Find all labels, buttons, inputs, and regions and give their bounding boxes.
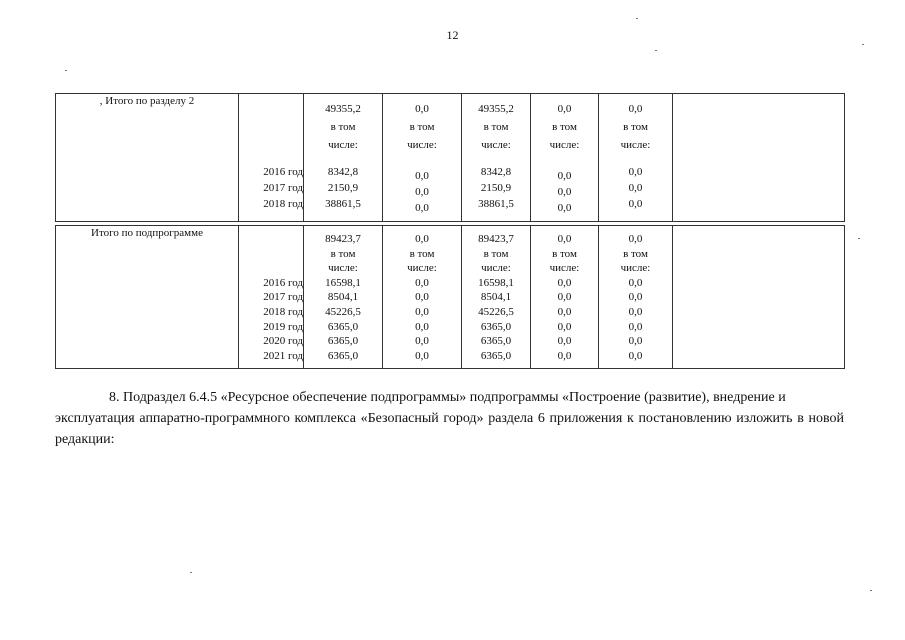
year-value: 0,0 — [557, 276, 572, 289]
value-cell — [531, 94, 599, 222]
total-value: 0,0 — [557, 233, 572, 245]
total-value: 0,0 — [415, 103, 429, 115]
value-header — [531, 100, 598, 164]
value-cell — [304, 94, 383, 222]
year-label: 2020 год — [263, 335, 303, 348]
year-value: 0,0 — [628, 335, 643, 348]
year-value: 6365,0 — [480, 320, 512, 333]
total-value: 0,0 — [415, 233, 429, 245]
intro-text: числе: — [549, 139, 580, 151]
value-cell — [599, 226, 673, 369]
year-value: 0,0 — [628, 305, 643, 318]
section-label: Итого по подпрограмме — [91, 227, 203, 239]
value-cell — [304, 226, 383, 369]
value-cell — [599, 94, 673, 222]
year-label: 2019 год — [263, 320, 303, 333]
value-header — [462, 232, 530, 276]
year-value: 0,0 — [415, 170, 429, 182]
year-value: 6365,0 — [480, 349, 512, 362]
intro-text: числе: — [407, 139, 437, 151]
year-value: 38861,5 — [478, 198, 514, 210]
intro-text: в том — [409, 247, 435, 260]
year-value: 8504,1 — [327, 291, 359, 304]
year-label: 2017 год — [263, 291, 303, 304]
value-cell — [531, 226, 599, 369]
intro-text: в том — [409, 121, 435, 133]
year-value: 0,0 — [415, 202, 429, 214]
year-value: 8342,8 — [480, 166, 512, 178]
year-value: 0,0 — [628, 182, 643, 194]
value-header — [462, 100, 530, 164]
scan-speck — [636, 18, 638, 19]
years-cell — [239, 226, 304, 369]
year-value: 2150,9 — [327, 182, 359, 194]
section-label-cell — [56, 226, 239, 369]
value-header — [304, 232, 382, 276]
scan-speck — [862, 44, 864, 45]
year-value: 0,0 — [415, 305, 429, 318]
value-header — [383, 232, 461, 276]
year-value: 0,0 — [415, 186, 429, 198]
years-spacer — [239, 226, 303, 276]
years-cell — [239, 94, 304, 222]
year-value: 6365,0 — [327, 335, 359, 348]
year-value: 0,0 — [557, 349, 572, 362]
scan-speck — [65, 70, 67, 71]
year-value: 0,0 — [557, 335, 572, 348]
empty-cell — [673, 94, 845, 222]
intro-text: числе: — [620, 262, 651, 275]
intro-text: в том — [623, 121, 648, 133]
intro-text: числе: — [481, 262, 511, 275]
value-cell — [383, 226, 462, 369]
intro-text: в том — [552, 121, 577, 133]
year-value: 45226,5 — [325, 305, 361, 318]
year-value: 8504,1 — [480, 291, 512, 304]
year-value: 0,0 — [557, 291, 572, 304]
value-header — [599, 232, 672, 276]
label-mark: , — [99, 95, 103, 107]
years-spacer — [239, 94, 303, 164]
year-value: 16598,1 — [478, 276, 514, 289]
paragraph-line-1: 8. Подраздел 6.4.5 «Ресурсное обеспечение подпрограммы» подпрограммы «Построение (развитие), внедрение и — [109, 390, 786, 405]
year-value: 0,0 — [415, 276, 429, 289]
year-label: 2018 год — [263, 198, 303, 210]
total-value: 89423,7 — [478, 233, 514, 245]
year-value: 0,0 — [628, 349, 643, 362]
year-value: 0,0 — [557, 305, 572, 318]
section-row — [56, 226, 845, 369]
total-value: 49355,2 — [325, 103, 361, 115]
intro-text: числе: — [549, 262, 580, 275]
total-value: 89423,7 — [325, 233, 361, 245]
value-cell — [462, 94, 531, 222]
page-number: 12 — [446, 28, 459, 42]
empty-cell — [673, 226, 845, 369]
year-value: 0,0 — [557, 202, 572, 214]
year-label: 2017 год — [263, 182, 303, 194]
intro-text: числе: — [328, 139, 358, 151]
year-value: 6365,0 — [327, 349, 359, 362]
year-value: 0,0 — [557, 186, 572, 198]
section-label: Итого по разделу 2 — [105, 95, 195, 107]
resource-table — [55, 93, 845, 369]
intro-text: в том — [330, 247, 356, 260]
year-value: 0,0 — [628, 198, 643, 210]
value-cell — [383, 94, 462, 222]
year-value: 0,0 — [628, 320, 643, 333]
year-value: 8342,8 — [327, 166, 359, 178]
intro-text: в том — [483, 247, 509, 260]
year-value: 6365,0 — [480, 335, 512, 348]
year-value: 45226,5 — [478, 305, 514, 318]
total-value: 49355,2 — [478, 103, 514, 115]
value-header — [304, 100, 382, 164]
year-value: 0,0 — [557, 170, 572, 182]
value-header — [531, 232, 598, 276]
year-value: 0,0 — [628, 166, 643, 178]
intro-text: числе: — [407, 262, 437, 275]
intro-text: в том — [483, 121, 509, 133]
year-value: 16598,1 — [325, 276, 361, 289]
value-cell — [462, 226, 531, 369]
intro-text: числе: — [328, 262, 358, 275]
year-label: 2021 год — [263, 349, 303, 362]
total-value: 0,0 — [628, 103, 643, 115]
year-value: 2150,9 — [480, 182, 512, 194]
scan-speck — [858, 238, 860, 239]
intro-text: в том — [552, 247, 577, 260]
year-label: 2016 год — [263, 276, 303, 289]
year-value: 0,0 — [628, 276, 643, 289]
year-value: 0,0 — [628, 291, 643, 304]
intro-text: числе: — [620, 139, 651, 151]
section-row — [56, 94, 845, 222]
year-label: 2018 год — [263, 305, 303, 318]
paragraph-rest: эксплуатация аппаратно-программного комплекса «Безопасный город» раздела 6 приложения к постановлению изложить в новой редакции: — [55, 411, 844, 447]
value-header — [383, 100, 461, 164]
scan-speck — [190, 572, 192, 573]
year-value: 0,0 — [415, 320, 429, 333]
scan-speck — [870, 590, 872, 591]
year-label: 2016 год — [263, 166, 303, 178]
paragraph-8 — [55, 387, 844, 450]
year-value: 0,0 — [415, 291, 429, 304]
intro-text: в том — [623, 247, 648, 260]
year-value: 38861,5 — [325, 198, 361, 210]
year-value: 0,0 — [557, 320, 572, 333]
total-value: 0,0 — [628, 233, 643, 245]
value-header — [599, 100, 672, 164]
total-value: 0,0 — [557, 103, 572, 115]
scan-speck — [655, 50, 657, 51]
year-value: 0,0 — [415, 335, 429, 348]
intro-text: числе: — [481, 139, 511, 151]
year-value: 6365,0 — [327, 320, 359, 333]
section-label-cell — [56, 94, 239, 222]
year-value: 0,0 — [415, 349, 429, 362]
intro-text: в том — [330, 121, 356, 133]
